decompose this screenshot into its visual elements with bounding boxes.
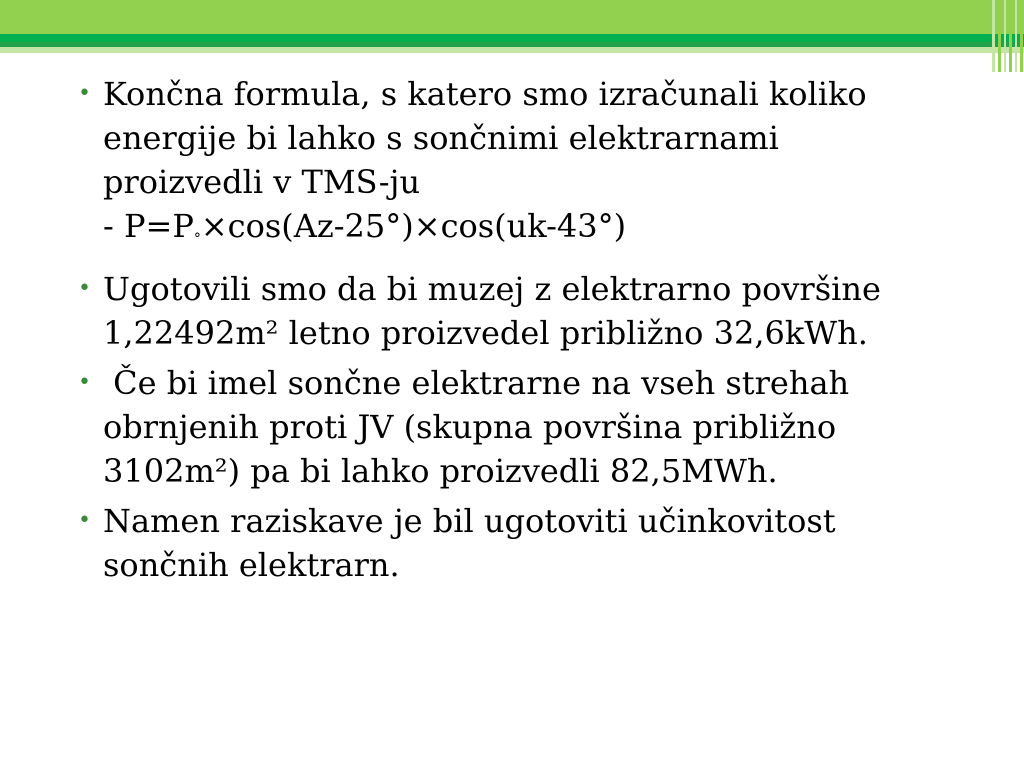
slide-content [72, 72, 972, 593]
bullet-line: proizvedli v TMS-ju [103, 163, 421, 201]
bullet-line: Če bi imel sončne elektrarne na vseh strehah [103, 364, 850, 402]
bullet-dot-icon: • [78, 276, 91, 301]
header-band-light [0, 0, 1024, 34]
bullet-line: Končna formula, s katero smo izračunali koliko [103, 75, 867, 113]
bullet-line: 3102m²) pa bi lahko proizvedli 82,5MWh. [103, 452, 778, 490]
bullet-line: Ugotovili smo da bi muzej z elektrarno površine [103, 270, 881, 308]
formula [103, 204, 972, 261]
bullet-item-museum [72, 267, 972, 355]
bullet-line: obrnjenih proti JV (skupna površina približno [103, 408, 837, 446]
bullet-item-purpose [72, 499, 972, 587]
bullet-item-roofs [72, 361, 972, 493]
bullet-item-formula [72, 72, 972, 261]
bullet-dot-icon: • [78, 370, 91, 395]
bullet-line: sončnih elektrarn. [103, 546, 400, 584]
formula-subscript: ° [193, 231, 201, 247]
bullet-line: energije bi lahko s sončnimi elektrarnami [103, 119, 779, 157]
bullet-dot-icon: • [78, 508, 91, 533]
header-band-pale [0, 47, 1024, 53]
bullet-list [72, 72, 972, 587]
header-band-dark [0, 34, 1024, 42]
bullet-line: Namen raziskave je bil ugotoviti učinkovitost [103, 502, 836, 540]
decorative-vertical-stripes [992, 0, 1024, 72]
formula-suffix: ×cos(Az-25°)×cos(uk-43°) [200, 207, 627, 245]
formula-prefix: - P=P [103, 207, 194, 245]
bullet-dot-icon: • [78, 81, 91, 106]
bullet-line: 1,22492m² letno proizvedel približno 32,6kWh. [103, 314, 868, 352]
